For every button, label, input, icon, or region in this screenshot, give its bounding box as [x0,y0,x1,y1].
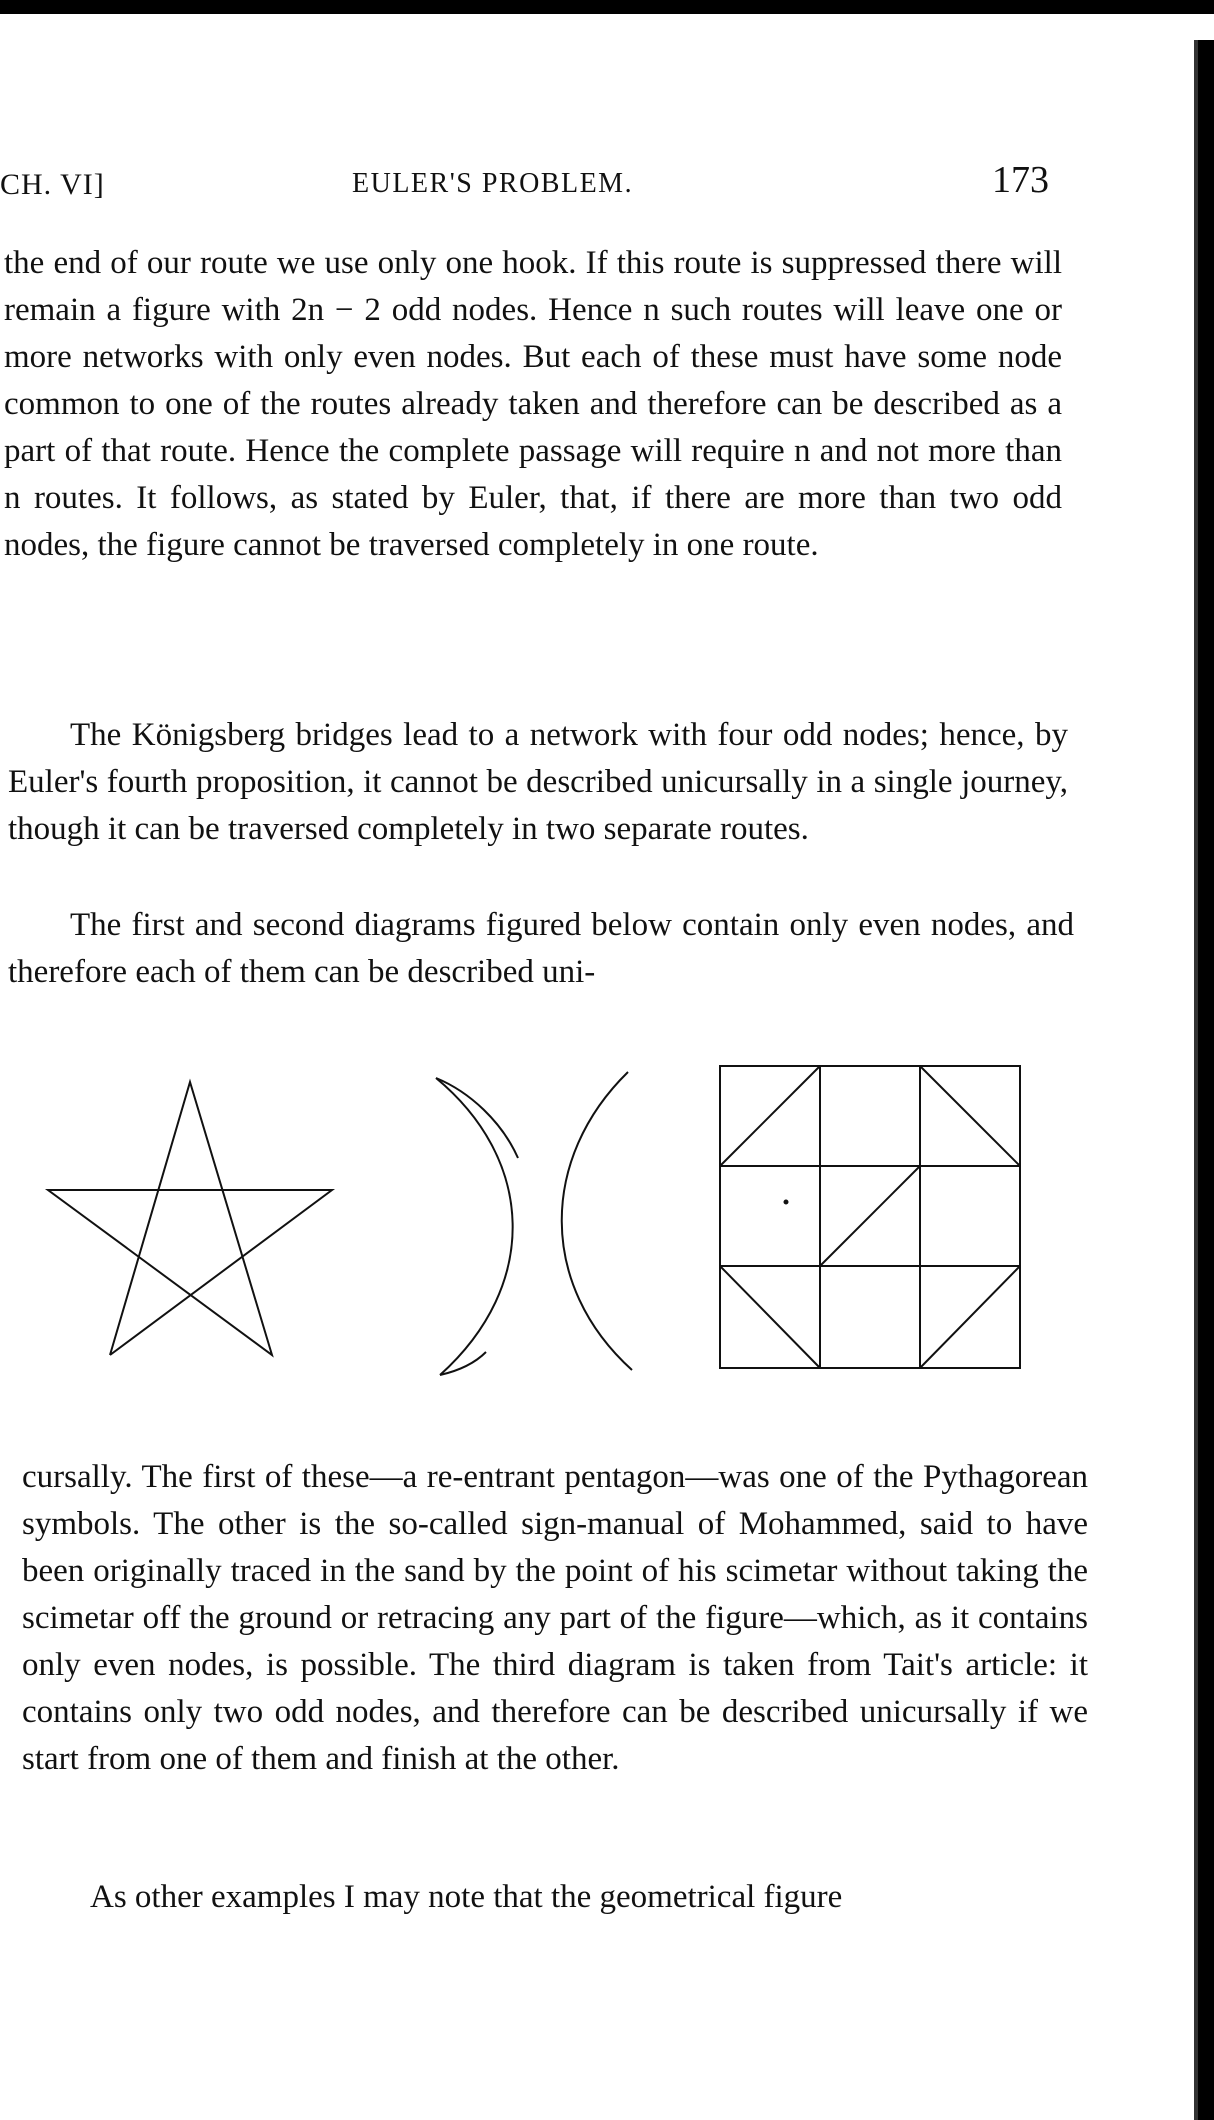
page-number: 173 [992,159,1049,201]
figures-row [0,1040,1190,1380]
running-header [0,158,1070,208]
paragraph-4: cursally. The first of these—a re-entrant pentagon—was one of the Pythagorean symbols. The other is the so-called sign-manual of Mohammed, said to have been originally traced in the sand by the point of his scimetar without taking the scimetar off the ground or retracing any part of the figure—which, as it contains only even nodes, is possible. The third diagram is taken from Tait's article: it contains only two odd nodes, and therefore can be described unicursally if we start from one of them and finish at the other. [22,1459,1088,1777]
scan-right-edge [1198,40,1214,2120]
paragraph-1: the end of our route we use only one hook. If this route is suppressed there will remain a figure with 2n − 2 odd nodes. Hence n such routes will leave one or more networks with only even nodes. But each of these must have some node common to one of the routes already taken and therefore can be described as a part of that route. Hence the complete passage will require n and not more than n routes. It follows, as stated by Euler, that, if there are more than two odd nodes, the figure cannot be traversed completely in one route. [4,245,1062,563]
paragraph-3: The first and second diagrams figured below contain only even nodes, and therefore each of them can be described uni- [8,907,1074,990]
sign-manual-figure [436,1072,632,1375]
chapter-label: CH. VI] [0,168,105,201]
tait-grid-figure [720,1066,1020,1368]
paragraph-2: The Königsberg bridges lead to a network with four odd nodes; hence, by Euler's fourth proposition, it cannot be described unicursally in a single journey, though it can be traversed completely in two separate routes. [8,717,1068,847]
paragraph-5: As other examples I may note that the geometrical figure [90,1879,843,1915]
running-title: EULER'S PROBLEM. [352,168,634,199]
pentagram-figure [48,1082,332,1355]
